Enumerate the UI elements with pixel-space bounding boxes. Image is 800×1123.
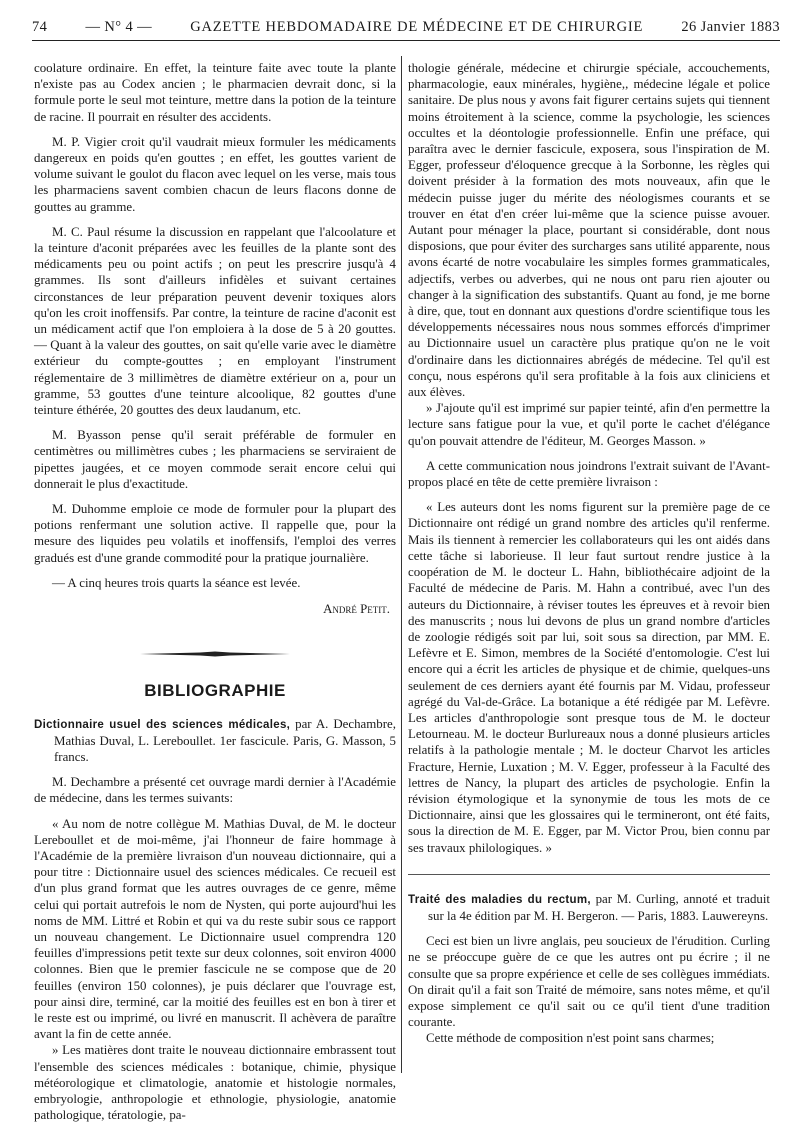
signature: André Petit.	[323, 602, 390, 617]
journal-title: GAZETTE HEBDOMADAIRE DE MÉDECINE ET DE CHIRURGIE	[190, 18, 644, 35]
paragraph: M. C. Paul résume la discussion en rappelant que l'alcoolature et la teinture d'aconit préparées avec les feuilles de la plante sont des médicaments peu ou point actifs ; on peut les prescrire jusqu'à 4 grammes. Ils sont d'ailleurs infidèles et suivant certaines circonstances de leur préparation peuvent devenir toxiques alors qu'on les croit inoffensifs. Par contre, la teinture de racine d'aconit est un médicament actif que l'on emploiera à la dose de 5 à 20 gouttes. — Quant à la valeur des gouttes, on sait qu'elle varie avec le diamètre extérieur du compte-gouttes ; en employant l'instrument réglementaire de 3 millimètres de diamètre extérieur on a, pour un gramme, 53 gouttes d'une teinture alcoolique, 82 gouttes d'une teinture éthérée, 20 gouttes des deux laudanum, etc.	[34, 224, 396, 418]
paragraph: » J'ajoute qu'il est imprimé sur papier teinté, afin d'en permettre la lecture sans fatigue pour la vue, et qu'il porte le cachet d'élégance qu'on pouvait attendre de l'éditeur, M. Georges Masson. »	[408, 401, 770, 448]
paragraph: » Les matières dont traite le nouveau dictionnaire embrassent tout l'ensemble des sciences médicales : botanique, chimie, physique météorologique et climatologie, anatomie et histologie normales, embryologie, anthropologie et ethnologie, physiologie, anatomie pathologique, tératologie, pa-	[34, 1043, 396, 1123]
entry-title: Traité des maladies du rectum,	[408, 893, 591, 906]
paragraph: Ceci est bien un livre anglais, peu soucieux de l'érudition. Curling ne se préoccupe guère de ce que les autres ont pu écrire ; il ne consulte que sa propre expérience et celle de ses collègues immédiats. On dirait qu'il a fait son Traité de mémoire, sans notes même, et qu'il expose simplement ce qu'il sait ou ce qu'il tient d'une tradition courante.	[408, 934, 770, 1030]
right-column	[408, 60, 770, 1047]
paragraph: A cette communication nous joindrons l'extrait suivant de l'Avant-propos placé en tête de cette première livraison :	[408, 458, 770, 490]
paragraph: thologie générale, médecine et chirurgie spéciale, accouchements, pharmacologie, eaux minérales, hygiène,, médecine légale et police sanitaire. De plus nous y avons fait figurer certains sujets qui tiennent moins étroitement à la science, comme la psychologie, les sciences occultes et la déontologie professionnelle. Enfin une préface, qui paraîtra avec le dernier fascicule, exposera, sous l'inspiration de M. Egger, professeur d'éloquence grecque à la Sorbonne, les règles qui doivent présider à la formation des mots nouveaux, afin que le médecin puisse juger du mérite des néologismes courants et se trouver en état d'en créer lui-même que la science puisse avouer. Autant pour ménager la place, pourtant si considérable, dont nous disposions, que pour éviter des surcharges sans utilité apparente, nous avons écarté de notre vocabulaire les simples formes grammaticales, adjectifs, verbes ou adverbes, qui ne nous ont paru rien ajouter ou changer à la signification des substantifs. Quant au fond, je me borne à dire, que, tout en donnant aux questions d'ordre scientifique tous les développements nécessaires nous nous sommes efforcés d'imprimer au Dictionnaire usuel un caractère plus pratique qu'on ne le voit d'ordinaire dans les dictionnaires abrégés de médecine. Tel qu'il est conçu, nous espérons qu'il sera profitable à la fois aux cliniciens et aux élèves.	[408, 61, 770, 400]
paragraph: — A cinq heures trois quarts la séance est levée.	[52, 575, 301, 590]
paragraph: M. Duhomme emploie ce mode de formuler pour la plupart des potions renfermant une solution active. Il rappelle que, pour la mesure des liquides peu volatils et inoffensifs, l'emploi des verres gradués est d'une grande commodité pour la pratique journalière.	[34, 502, 396, 565]
section-divider	[408, 874, 770, 875]
left-column	[34, 60, 396, 1123]
entry-details: par M. Curling, annoté et traduit sur la 4e édition par M. H. Bergeron. — Paris, 1883. Lauwereyns.	[428, 891, 771, 923]
issue-number: — N° 4 —	[85, 18, 153, 35]
paragraph: Cette méthode de composition n'est point sans charmes;	[426, 1031, 715, 1046]
bibliography-entry	[408, 891, 770, 924]
paragraph: M. Byasson pense qu'il serait préférable de formuler en centimètres ou millimètres cubes ; les pharmaciens se serviraient de pipettes jaugées, et ce moyen commode serait encore celui qui donnerait le plus d'exactitude.	[34, 428, 396, 491]
page-header	[32, 14, 780, 41]
entry-details: par A. Dechambre, Mathias Duval, L. Lereboullet. 1er fascicule. Paris, G. Masson, 5 francs.	[54, 716, 396, 764]
paragraph: M. P. Vigier croit qu'il vaudrait mieux formuler les médicaments dangereux en poids qu'en gouttes ; en effet, les gouttes varient de volume suivant le goulot du flacon avec lequel on les verse, mais tous les pharmaciens savent combien chacun de leurs flacons donne de gouttes au gramme.	[34, 134, 396, 214]
ornamental-rule	[140, 651, 290, 657]
bibliography-entry	[34, 716, 396, 766]
paragraph: « Les auteurs dont les noms figurent sur la première page de ce Dictionnaire ont rédigé un grand nombre des articles qu'il renferme. Mais ils tiennent à remercier les collaborateurs qui les ont aidés dans cette tâche si laborieuse. Il leur faut surtout rendre justice à la coopération de M. le docteur L. Hahn, bibliothécaire adjoint de la Faculté de médecine de Paris. M. Hahn a contribué, avec l'un des auteurs du Dictionnaire, à réviser toutes les épreuves et à revoir bien des manuscrits ; nous lui devons de plus un grand nombre d'articles de zoologie rédigés soit par lui, soit sous sa direction, par MM. E. Lefèvre et E. Simon, membres de la Société d'entomologie. C'est lui encore qui a écrit les articles de physique et de chimie, quelques-uns seulement de ces derniers ayant été fournis par M. Vidau, professeur agrégé du Val-de-Grâce. La botanique a été rédigée par M. Lefèvre. Les articles d'anthropologie sont presque tous de M. le docteur Letourneau. M. le docteur Burlureaux nous a donné plusieurs articles relatifs à la pathologie mentale ; M. le docteur Charvot les articles Fracture, Hernie, Luxation ; M. V. Egger, professeur à la Faculté des lettres de Nancy, la plupart des articles de psychologie. Enfin la révision étymologique et la synonymie de tous les mots de ce Dictionnaire, ainsi que les glossaires qui le termineront, ont été faits, sous la direction de M. E. Egger, par M. Victor Prou, bien connu par ses travaux philologiques. »	[408, 500, 770, 855]
section-title: BIBLIOGRAPHIE	[144, 681, 286, 701]
entry-title: Dictionnaire usuel des sciences médicales,	[34, 718, 291, 731]
paragraph: coolature ordinaire. En effet, la teinture faite avec toute la plante n'existe pas au Codex ancien ; le pharmacien devrait donc, si la formule porte le seul mot teinture, mettre dans la potion de la teinture de racine. Il pourrait en résulter des accidents.	[34, 61, 396, 124]
issue-date: 26 Janvier 1883	[681, 18, 780, 35]
paragraph: M. Dechambre a présenté cet ouvrage mardi dernier à l'Académie de médecine, dans les termes suivants:	[34, 775, 396, 806]
column-divider	[401, 56, 402, 1073]
paragraph: « Au nom de notre collègue M. Mathias Duval, de M. le docteur Lereboullet et de moi-même, j'ai l'honneur de faire hommage à l'Académie de la première livraison d'un nouveau dictionnaire, qui a pour titre : Dictionnaire usuel des sciences médicales. Ce recueil est d'un plus grand format que les autres ouvrages de ce genre, même celui qui portait autrefois le nom de Nysten, qui porte aujourd'hui les noms de MM. Littré et Robin et qui va du reste subir sous ce rapport un nouveau changement. Le Dictionnaire usuel comprendra 120 feuilles d'impressions petit texte sur deux colonnes, soit environ 4000 colonnes. Bien que le premier fascicule ne se compose que de 20 feuilles (environ 150 colonnes), je puis déclarer que l'ouvrage est, pour ainsi dire, terminé, car la moitié des feuilles est en bon à tirer et le reste est ou imprimé, ou livré en manuscrit. Il achèvera de paraître avant la fin de cette année.	[34, 816, 396, 1042]
page-number: 74	[32, 18, 48, 35]
